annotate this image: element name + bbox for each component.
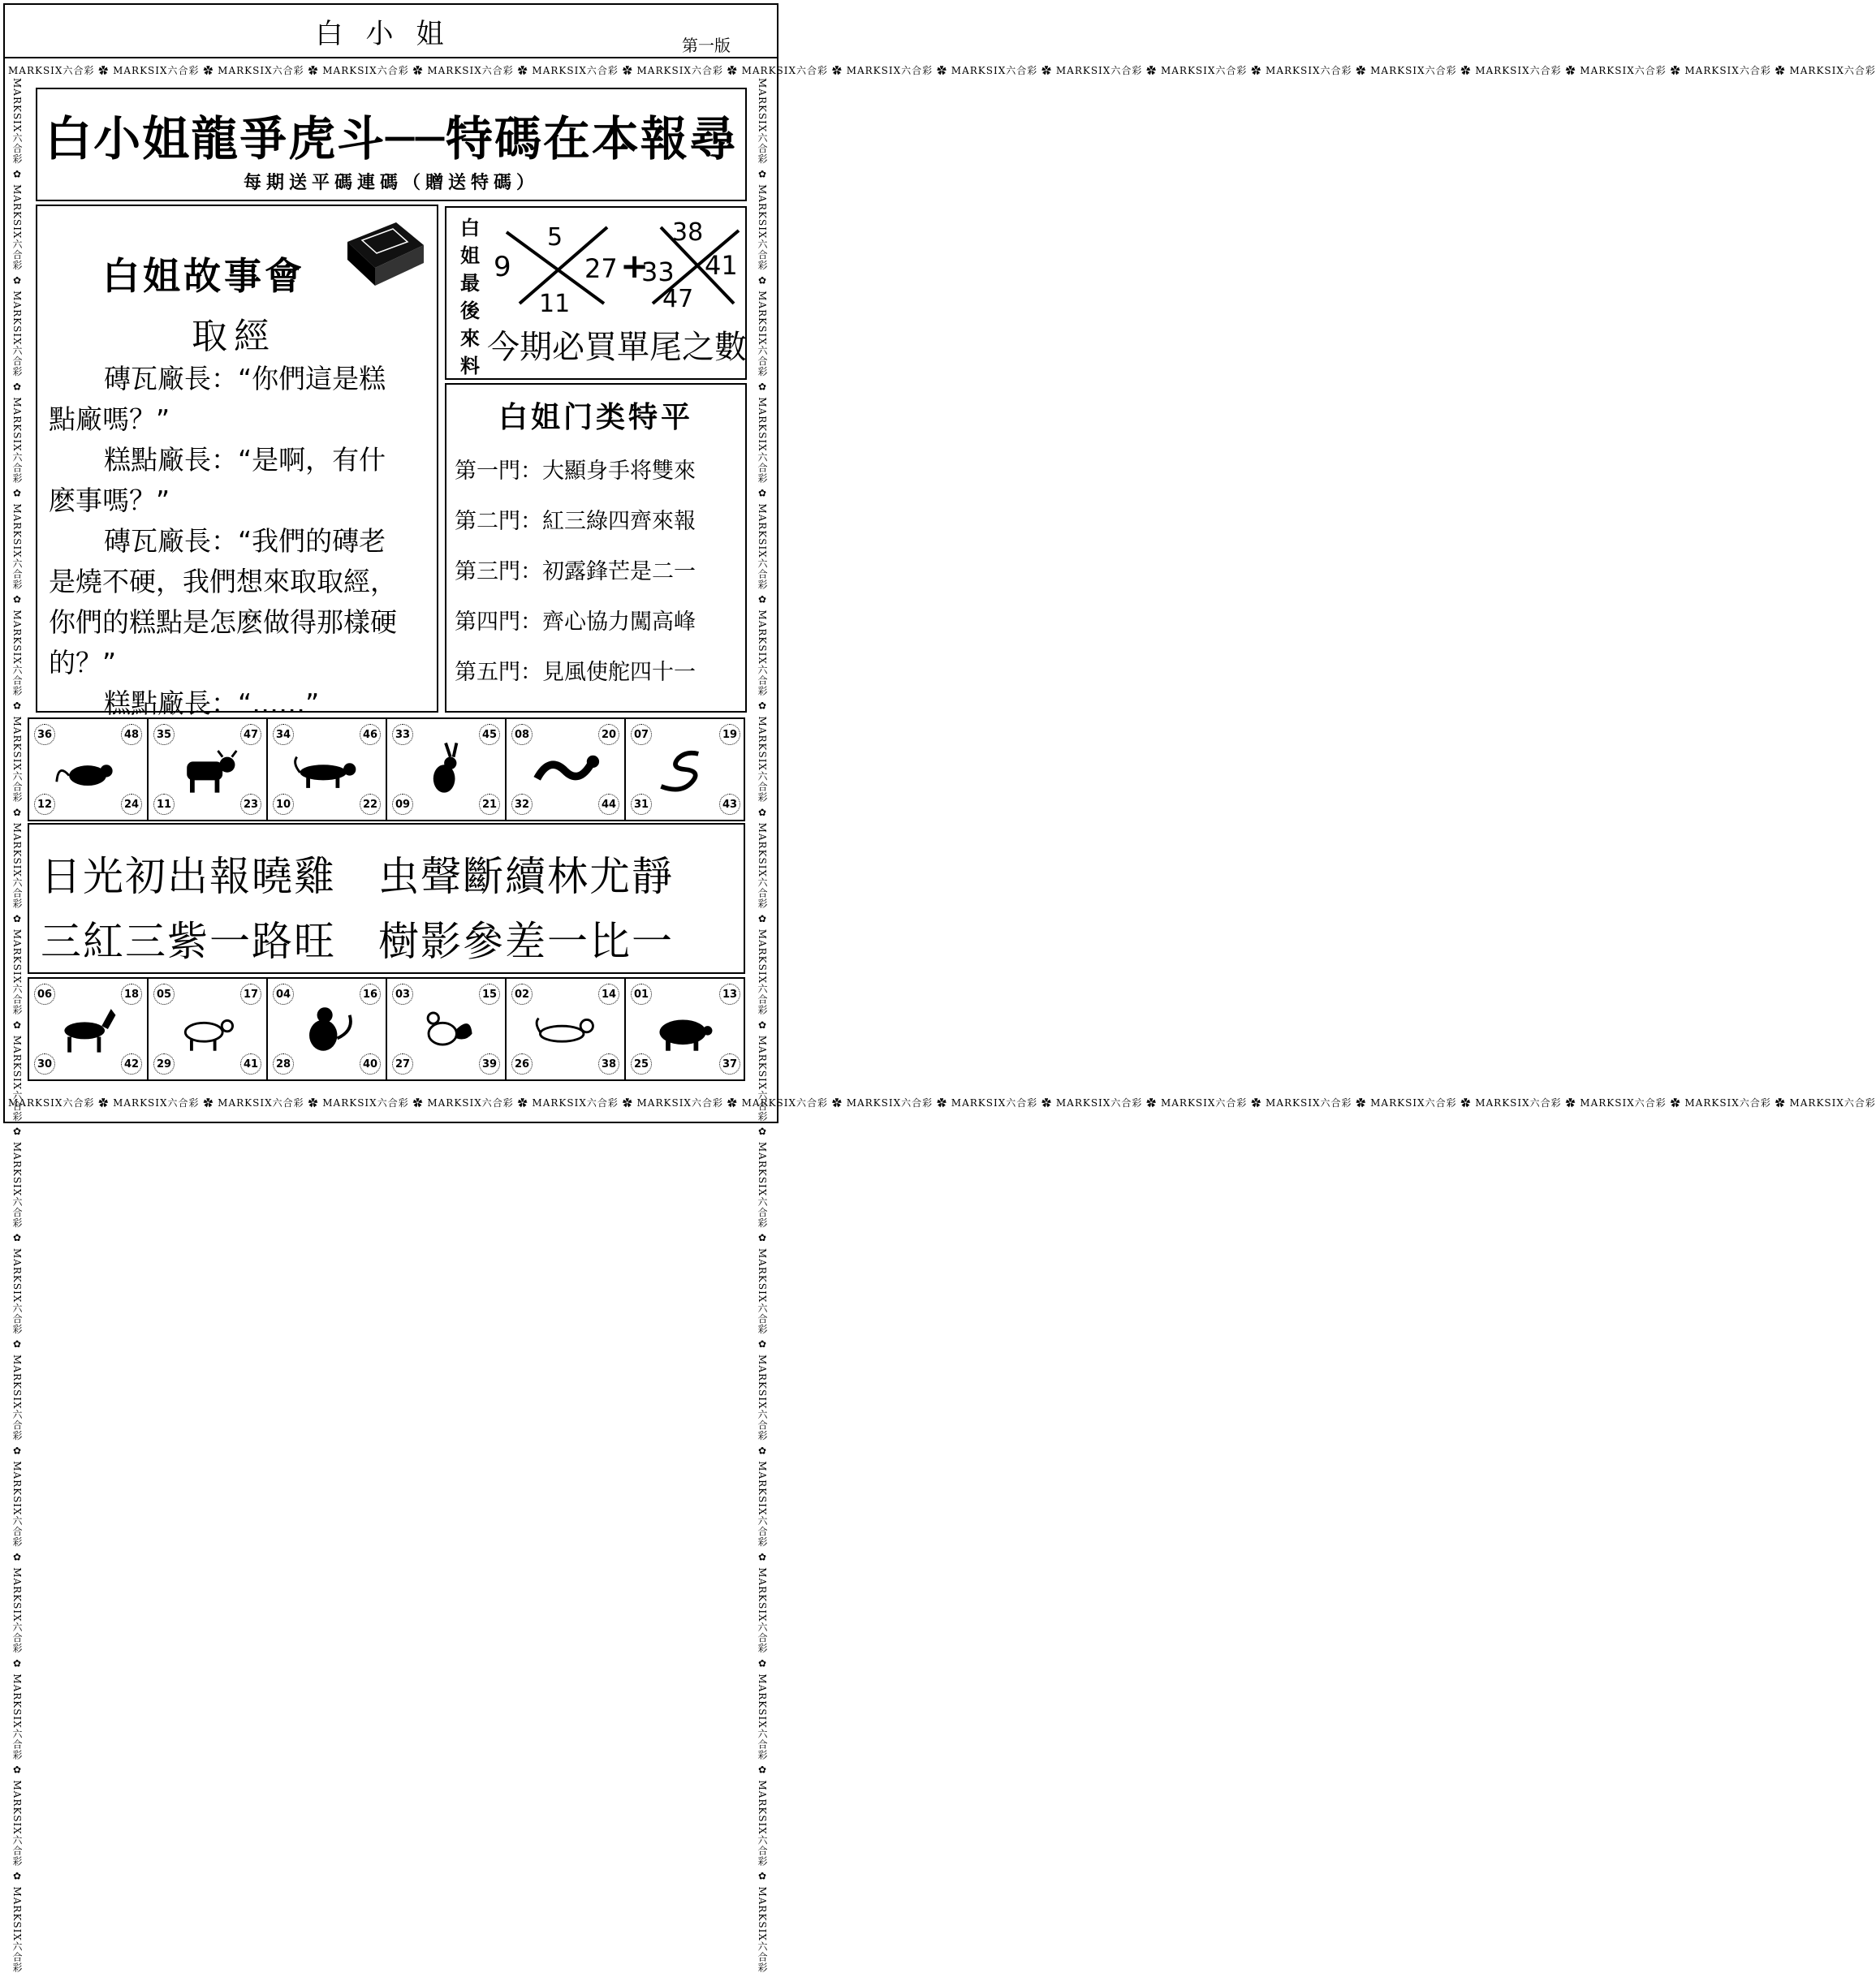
rat-icon bbox=[54, 739, 123, 799]
zodiac-cell bbox=[507, 979, 626, 1079]
zodiac-number: 04 bbox=[273, 984, 294, 1005]
zodiac-number: 26 bbox=[511, 1053, 533, 1075]
zodiac-number: 34 bbox=[273, 724, 294, 745]
door-text: 初露鋒芒是二一 bbox=[542, 559, 696, 584]
rabbit-icon bbox=[412, 739, 481, 799]
book-icon bbox=[339, 218, 429, 289]
zodiac-number: 29 bbox=[153, 1053, 175, 1075]
story-line: 糕點廠長：“是啊，有什 bbox=[104, 444, 386, 476]
doors-box bbox=[445, 383, 747, 713]
zodiac-number: 01 bbox=[631, 984, 652, 1005]
bottom-border-strip: MARKSIX六合彩 ✿ MARKSIX六合彩 ✿ MARKSIX六合彩 ✿ MARKSIX六合彩 ✿ MARKSIX六合彩 ✿ MARKSIX六合彩 ✿ MARKSIX六合彩 ✿ MARKSIX六合彩 ✿ MARKSIX六合彩 ✿ MARKSIX六合彩 ✿ MARKSIX六合彩 ✿ MARKSIX六合彩 ✿ MARKSIX六合彩 ✿ MARKSIX六合彩 ✿ MARKSIX六合彩 ✿ MARKSIX六合彩 ✿ MARKSIX六合彩 ✿ MARKSIX六合彩 bbox=[8, 1097, 1876, 1109]
zodiac-number: 45 bbox=[479, 724, 500, 745]
zodiac-cell bbox=[29, 719, 149, 820]
tiger-icon bbox=[292, 739, 362, 799]
tip-number: 47 bbox=[662, 285, 694, 313]
zodiac-number: 08 bbox=[511, 724, 533, 745]
zodiac-number: 20 bbox=[598, 724, 619, 745]
zodiac-number: 15 bbox=[479, 984, 500, 1005]
story-line: 麽事嗎？” bbox=[49, 485, 170, 516]
zodiac-number: 48 bbox=[121, 724, 142, 745]
tip-number: 38 bbox=[672, 218, 704, 247]
header-divider bbox=[5, 57, 777, 58]
zodiac-cell bbox=[387, 719, 507, 820]
tip-line: 今期必買單尾之數 bbox=[487, 329, 747, 366]
zodiac-number: 33 bbox=[392, 724, 413, 745]
zodiac-number: 25 bbox=[631, 1053, 652, 1075]
zodiac-number: 42 bbox=[121, 1053, 142, 1075]
left-border-strip: MARKSIX六合彩 ✿ MARKSIX六合彩 ✿ MARKSIX六合彩 ✿ MARKSIX六合彩 ✿ MARKSIX六合彩 ✿ MARKSIX六合彩 ✿ MARKSIX六合彩 ✿ MARKSIX六合彩 ✿ MARKSIX六合彩 ✿ MARKSIX六合彩 ✿ MARKSIX六合彩 ✿ MARKSIX六合彩 ✿ MARKSIX六合彩 ✿ MARKSIX六合彩 ✿ MARKSIX六合彩 ✿ MARKSIX六合彩 ✿ MARKSIX六合彩 ✿ MARKSIX六合彩 bbox=[11, 78, 23, 1973]
zodiac-number: 09 bbox=[392, 794, 413, 815]
story-line: 磚瓦廠長：“我們的磚老 bbox=[104, 525, 386, 557]
zodiac-number: 27 bbox=[392, 1053, 413, 1075]
zodiac-cell bbox=[268, 719, 387, 820]
story-line: 的？” bbox=[49, 647, 117, 678]
zodiac-number: 47 bbox=[240, 724, 261, 745]
tip-plus: + bbox=[620, 246, 649, 286]
zodiac-cell bbox=[149, 719, 268, 820]
zodiac-number: 40 bbox=[360, 1053, 381, 1075]
zodiac-number: 22 bbox=[360, 794, 381, 815]
zodiac-number: 13 bbox=[719, 984, 740, 1005]
zodiac-number: 41 bbox=[240, 1053, 261, 1075]
tip-number: 5 bbox=[547, 223, 563, 252]
door-item: 第一門：大顯身手将雙來 bbox=[455, 459, 696, 484]
zodiac-cell bbox=[507, 719, 626, 820]
tip-box bbox=[445, 206, 747, 380]
zodiac-number: 37 bbox=[719, 1053, 740, 1075]
headline-subtitle: 每期送平碼連碼（贈送特碼） bbox=[243, 173, 539, 193]
headline-title: 白小姐龍爭虎斗──特碼在本報尋 bbox=[45, 111, 738, 166]
zodiac-number: 38 bbox=[598, 1053, 619, 1075]
zodiac-number: 05 bbox=[153, 984, 175, 1005]
zodiac-number: 24 bbox=[121, 794, 142, 815]
zodiac-number: 35 bbox=[153, 724, 175, 745]
tip-number: 27 bbox=[584, 253, 618, 284]
story-body bbox=[49, 359, 430, 724]
zodiac-number: 39 bbox=[479, 1053, 500, 1075]
tip-number: 9 bbox=[494, 251, 511, 283]
zodiac-number: 31 bbox=[631, 794, 652, 815]
dragon-icon bbox=[531, 739, 601, 799]
goat-icon bbox=[173, 998, 243, 1058]
zodiac-row-top bbox=[28, 717, 745, 821]
zodiac-number: 12 bbox=[34, 794, 55, 815]
door-item: 第二門：紅三綠四齊來報 bbox=[455, 509, 696, 534]
pig-icon bbox=[650, 998, 720, 1058]
zodiac-number: 16 bbox=[360, 984, 381, 1005]
tip-numbers bbox=[490, 213, 742, 318]
zodiac-number: 19 bbox=[719, 724, 740, 745]
zodiac-cell bbox=[626, 979, 745, 1079]
door-text: 大顯身手将雙來 bbox=[542, 459, 696, 484]
page-title: 白小姐 bbox=[315, 18, 467, 50]
right-border-strip: MARKSIX六合彩 ✿ MARKSIX六合彩 ✿ MARKSIX六合彩 ✿ MARKSIX六合彩 ✿ MARKSIX六合彩 ✿ MARKSIX六合彩 ✿ MARKSIX六合彩 ✿ MARKSIX六合彩 ✿ MARKSIX六合彩 ✿ MARKSIX六合彩 ✿ MARKSIX六合彩 ✿ MARKSIX六合彩 ✿ MARKSIX六合彩 ✿ MARKSIX六合彩 ✿ MARKSIX六合彩 ✿ MARKSIX六合彩 ✿ MARKSIX六合彩 ✿ MARKSIX六合彩 bbox=[757, 78, 768, 1973]
tip-vertical-label: 白姐最後來料 bbox=[460, 217, 480, 377]
story-subtitle: 取經 bbox=[192, 316, 276, 357]
zodiac-number: 10 bbox=[273, 794, 294, 815]
story-line: 點廠嗎？” bbox=[49, 403, 170, 435]
zodiac-number: 21 bbox=[479, 794, 500, 815]
story-title: 白姐故事會 bbox=[102, 254, 305, 298]
door-label: 第二門 bbox=[455, 509, 520, 534]
zodiac-number: 18 bbox=[121, 984, 142, 1005]
zodiac-number: 36 bbox=[34, 724, 55, 745]
snake-icon bbox=[650, 739, 720, 799]
door-text: 紅三綠四齊來報 bbox=[542, 509, 696, 534]
door-label: 第一門 bbox=[455, 459, 520, 484]
door-item: 第五門：見風使舵四十一 bbox=[455, 660, 696, 685]
top-border-strip: MARKSIX六合彩 ✿ MARKSIX六合彩 ✿ MARKSIX六合彩 ✿ MARKSIX六合彩 ✿ MARKSIX六合彩 ✿ MARKSIX六合彩 ✿ MARKSIX六合彩 ✿ MARKSIX六合彩 ✿ MARKSIX六合彩 ✿ MARKSIX六合彩 ✿ MARKSIX六合彩 ✿ MARKSIX六合彩 ✿ MARKSIX六合彩 ✿ MARKSIX六合彩 ✿ MARKSIX六合彩 ✿ MARKSIX六合彩 ✿ MARKSIX六合彩 ✿ MARKSIX六合彩 bbox=[8, 65, 1876, 76]
horse-icon bbox=[54, 998, 123, 1058]
tip-number: 33 bbox=[641, 256, 675, 287]
zodiac-cell bbox=[387, 979, 507, 1079]
door-label: 第三門 bbox=[455, 559, 520, 584]
zodiac-number: 32 bbox=[511, 794, 533, 815]
zodiac-cell bbox=[149, 979, 268, 1079]
story-line: 糕點廠長：“……” bbox=[104, 687, 320, 719]
tip-number: 11 bbox=[539, 290, 571, 318]
zodiac-number: 02 bbox=[511, 984, 533, 1005]
dog-icon bbox=[531, 998, 601, 1058]
monkey-icon bbox=[292, 998, 362, 1058]
story-box bbox=[36, 205, 438, 719]
zodiac-number: 46 bbox=[360, 724, 381, 745]
story-line: 你們的糕點是怎麽做得那樣硬 bbox=[49, 606, 397, 638]
zodiac-cell bbox=[29, 979, 149, 1079]
story-line: 是燒不硬，我們想來取取經， bbox=[49, 566, 397, 597]
zodiac-number: 23 bbox=[240, 794, 261, 815]
doors-title: 白姐门类特平 bbox=[498, 401, 693, 434]
door-item: 第三門：初露鋒芒是二一 bbox=[455, 559, 696, 584]
zodiac-number: 06 bbox=[34, 984, 55, 1005]
tip-number: 41 bbox=[705, 250, 738, 281]
zodiac-number: 17 bbox=[240, 984, 261, 1005]
story-line: 磚瓦廠長：“你們這是糕 bbox=[104, 363, 386, 394]
poem-line-2: 三紅三紫一路旺 樹影參差一比一 bbox=[41, 918, 674, 965]
poem-line-1: 日光初出報曉雞 虫聲斷續林尤靜 bbox=[41, 853, 674, 900]
edition-label: 第一版 bbox=[682, 36, 731, 55]
zodiac-row-bottom bbox=[28, 977, 745, 1081]
zodiac-cell bbox=[268, 979, 387, 1079]
headline-box bbox=[36, 88, 747, 201]
door-text: 齊心協力闖高峰 bbox=[542, 610, 696, 635]
door-item: 第四門：齊心協力闖高峰 bbox=[455, 610, 696, 635]
zodiac-number: 44 bbox=[598, 794, 619, 815]
zodiac-number: 14 bbox=[598, 984, 619, 1005]
door-label: 第五門 bbox=[455, 660, 520, 685]
poem-box bbox=[28, 823, 745, 974]
zodiac-number: 43 bbox=[719, 794, 740, 815]
door-text: 見風使舵四十一 bbox=[542, 660, 696, 685]
zodiac-number: 07 bbox=[631, 724, 652, 745]
rooster-icon bbox=[412, 998, 481, 1058]
door-label: 第四門 bbox=[455, 610, 520, 635]
zodiac-number: 30 bbox=[34, 1053, 55, 1075]
zodiac-cell bbox=[626, 719, 745, 820]
zodiac-number: 11 bbox=[153, 794, 175, 815]
ox-icon bbox=[173, 739, 243, 799]
zodiac-number: 28 bbox=[273, 1053, 294, 1075]
zodiac-number: 03 bbox=[392, 984, 413, 1005]
